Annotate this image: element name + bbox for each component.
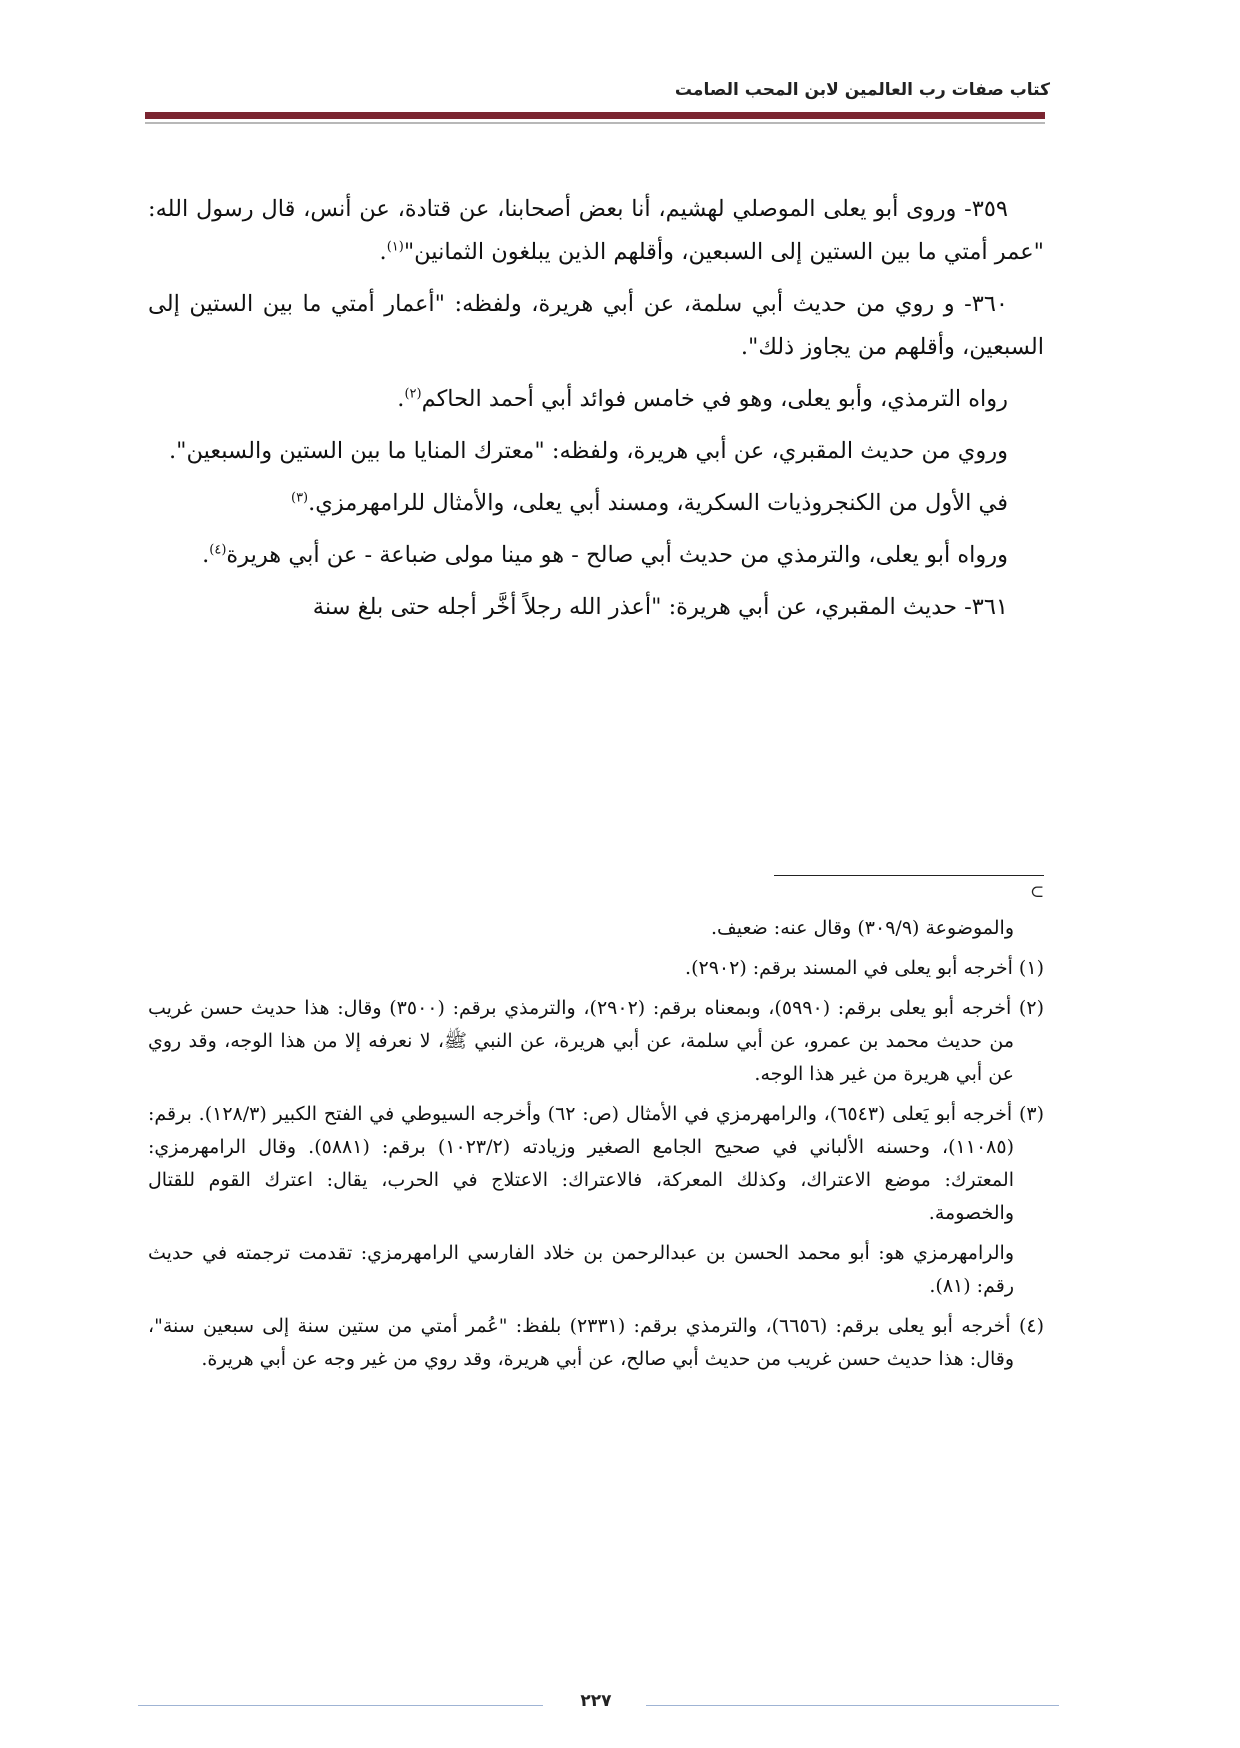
header-rule-thin <box>145 122 1045 124</box>
continuation-mark: ⊃ <box>1030 882 1045 902</box>
running-header: كتاب صفات رب العالمين لابن المحب الصامت <box>674 80 1050 100</box>
paragraph-text: رواه الترمذي، وأبو يعلى، وهو في خامس فوائد أبي أحمد الحاكم <box>421 386 1008 412</box>
footnote-1: (١) أخرجه أبو يعلى في المسند برقم: (٢٩٠٢). <box>685 957 1044 979</box>
footnote-carryover: والموضوعة (٣٠٩/٩) وقال عنه: ضعيف. <box>711 917 1014 939</box>
paragraph-text: ٣٦١- حديث المقبري، عن أبي هريرة: "أعذر الله رجلاً أخَّر أجله حتى بلغ سنة <box>312 594 1008 620</box>
footnote-ref-2: (٢) <box>404 386 422 402</box>
paragraph-abu-salih <box>148 534 1044 577</box>
paragraph-sources <box>148 482 1044 525</box>
footnote-separator <box>774 875 1044 876</box>
footnote-ref-1: (١) <box>386 239 404 255</box>
paragraph-tail: . <box>202 542 210 568</box>
paragraph-text: وروي من حديث المقبري، عن أبي هريرة، ولفظه: "معترك المنايا ما بين الستين والسبعين". <box>168 438 1008 464</box>
paragraph-361 <box>148 586 1044 629</box>
footnote-3: (٣) أخرجه أبو يَعلى (٦٥٤٣)، والرامهرمزي في الأمثال (ص: ٦٢) وأخرجه السيوطي في الفتح الكبير (١٢٨/٣). برقم: (١١٠٨٥)، وحسنه الألباني في صحيح الجامع الصغير وزيادته (١٠٢٣/٢) برقم: (٥٨٨١). وقال الرامهرمزي: المعترك: موضع الاعتراك، وكذلك المعركة، فالاعتراك: الاعتلاج في الحرب، يقال: اعترك القوم للقتال والخصومة. <box>148 1103 1045 1224</box>
paragraph-text: ٣٦٠- و روي من حديث أبي سلمة، عن أبي هريرة، ولفظه: "أعمار أمتي ما بين الستين إلى السبعين، وأقلهم من يجاوز ذلك". <box>148 291 1044 360</box>
paragraph-text: ٣٥٩- وروى أبو يعلى الموصلي لهشيم، أنا بعض أصحابنا، عن قتادة، عن أنس، قال رسول الله: "عمر أمتي ما بين الستين إلى السبعين، وأقلهم الذين يبلغون الثمانين" <box>148 196 1044 265</box>
paragraph-359 <box>148 188 1044 274</box>
footnote-2: (٢) أخرجه أبو يعلى برقم: (٥٩٩٠)، وبمعناه برقم: (٢٩٠٢)، والترمذي برقم: (٣٥٠٠) وقال: هذا حديث حسن غريب من حديث محمد بن عمرو، عن أبي سلمة، عن أبي هريرة، عن النبي ﷺ، لا نعرفه إلا من هذا الوجه، وقد روي عن أبي هريرة من غير هذا الوجه. <box>148 997 1044 1085</box>
paragraph-tail: . <box>397 386 405 412</box>
footnotes <box>148 912 1044 1383</box>
paragraph-narration <box>148 378 1044 421</box>
footnote-4: (٤) أخرجه أبو يعلى برقم: (٦٦٥٦)، والترمذي برقم: (٢٣٣١) بلفظ: "عُمر أمتي من ستين سنة إلى سبعين سنة"، وقال: هذا حديث حسن غريب من حديث أبي صالح، عن أبي هريرة، وقد روي من غير وجه عن أبي هريرة. <box>148 1315 1044 1370</box>
paragraph-text: في الأول من الكنجروذيات السكرية، ومسند أبي يعلى، والأمثال للرامهرمزي. <box>308 490 1008 516</box>
footer-rule-left <box>138 1705 543 1706</box>
paragraph-maqburi <box>148 430 1044 473</box>
footnote-3-continued: والرامهرمزي هو: أبو محمد الحسن بن عبدالرحمن بن خلاد الفارسي الرامهرمزي: تقدمت ترجمته في حديث رقم: (٨١). <box>148 1242 1014 1297</box>
footer-rule-right <box>646 1705 1059 1706</box>
paragraph-text: ورواه أبو يعلى، والترمذي من حديث أبي صالح - هو مينا مولى ضباعة - عن أبي هريرة <box>226 542 1008 568</box>
footnote-ref-4: (٤) <box>209 542 227 558</box>
main-text <box>148 188 1044 638</box>
paragraph-tail: . <box>379 239 387 265</box>
header-rule <box>145 112 1045 119</box>
paragraph-360 <box>148 283 1044 369</box>
page-number: ٢٢٧ <box>580 1691 612 1711</box>
footnote-ref-3: (٣) <box>290 490 309 506</box>
